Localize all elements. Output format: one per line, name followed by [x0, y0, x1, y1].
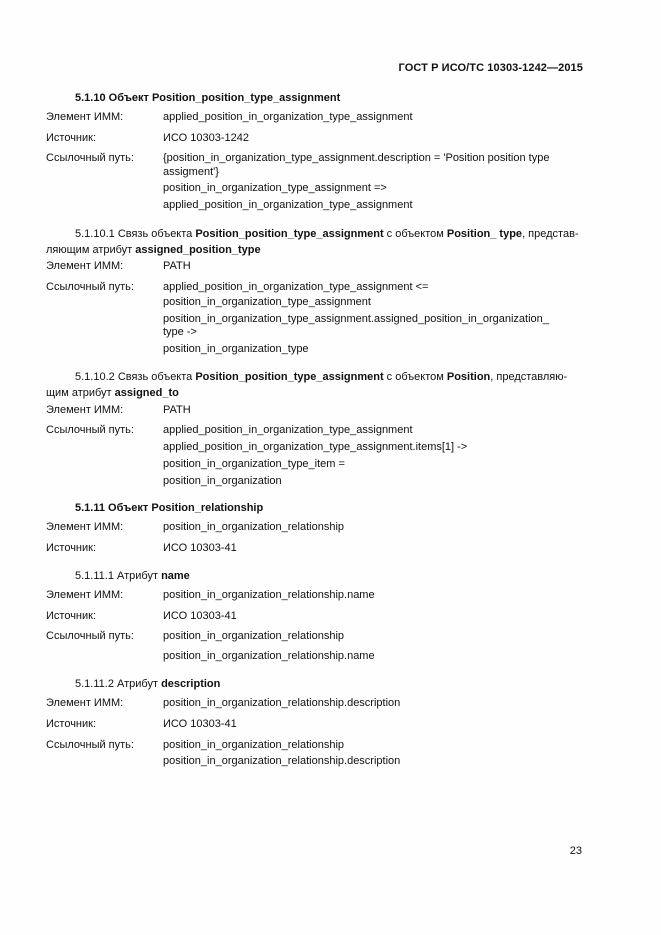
value-element: position_in_organization_relationship.name	[163, 589, 375, 601]
heading-pre: 5.1.11.1 Атрибут	[75, 570, 158, 582]
value-source: ИСО 10303-1242	[163, 132, 249, 144]
para-post: , представляю-	[490, 371, 568, 383]
para-line2: ляющим атрибут	[46, 244, 133, 256]
path-line: type ->	[163, 326, 197, 338]
path-line: position_in_organization_relationship	[163, 739, 345, 751]
path-line: position_in_organization_relationship	[163, 630, 345, 642]
label-element: Элемент ИММ:	[46, 589, 124, 601]
para-pre: 5.1.10.2 Связь объекта	[75, 371, 193, 383]
value-element: position_in_organization_relationship	[163, 521, 345, 533]
path-line: applied_position_in_organization_type_assignment	[163, 424, 413, 436]
heading-attribute: name	[161, 570, 190, 582]
para-attribute: assigned_to	[114, 387, 179, 399]
label-source: Источник:	[46, 132, 97, 144]
path-line: position_in_organization_type_assignment	[163, 296, 371, 308]
heading-word: Объект	[108, 502, 149, 514]
label-element: Элемент ИММ:	[46, 697, 124, 709]
value-element: PATH	[163, 260, 191, 272]
para-object: Position_position_type_assignment	[195, 228, 384, 240]
para-post: , представ-	[522, 228, 579, 240]
heading-5-1-11-2	[75, 678, 220, 690]
label-element: Элемент ИММ:	[46, 111, 124, 123]
path-line: applied_position_in_organization_type_assignment <=	[163, 281, 429, 293]
heading-number: 5.1.11	[75, 502, 105, 514]
heading-5-1-11	[75, 502, 263, 514]
label-reference-path: Ссылочный путь:	[46, 630, 134, 642]
value-element: applied_position_in_organization_type_assignment	[163, 111, 413, 123]
heading-5-1-10	[75, 92, 340, 104]
label-element: Элемент ИММ:	[46, 404, 124, 416]
heading-5-1-11-1	[75, 570, 190, 582]
path-line: applied_position_in_organization_type_assignment.items[1] ->	[163, 441, 468, 453]
path-line: position_in_organization_relationship.name	[163, 650, 375, 662]
heading-attribute: description	[161, 678, 221, 690]
label-reference-path: Ссылочный путь:	[46, 152, 134, 164]
value-source: ИСО 10303-41	[163, 610, 237, 622]
para-line2: щим атрибут	[46, 387, 112, 399]
page-number: 23	[569, 845, 582, 857]
label-source: Источник:	[46, 610, 97, 622]
path-line: assigment'}	[163, 166, 219, 178]
para-target: Position_ type	[446, 228, 523, 240]
para-mid: с объектом	[386, 228, 444, 240]
path-line: {position_in_organization_type_assignment.description = 'Position position type	[163, 152, 550, 164]
heading-entity: Position_relationship	[151, 502, 264, 514]
label-reference-path: Ссылочный путь:	[46, 281, 134, 293]
path-line: position_in_organization_type_assignment =>	[163, 182, 387, 194]
paragraph-5-1-10-1	[46, 226, 583, 258]
path-line: position_in_organization_type_assignment.assigned_position_in_organization_	[163, 313, 549, 325]
label-element: Элемент ИММ:	[46, 521, 124, 533]
label-element: Элемент ИММ:	[46, 260, 124, 272]
value-source: ИСО 10303-41	[163, 542, 237, 554]
para-target: Position	[446, 371, 491, 383]
path-line: position_in_organization_relationship.description	[163, 755, 401, 767]
label-source: Источник:	[46, 542, 97, 554]
path-line: position_in_organization_type	[163, 343, 309, 355]
value-element: position_in_organization_relationship.description	[163, 697, 401, 709]
para-object: Position_position_type_assignment	[195, 371, 384, 383]
label-source: Источник:	[46, 718, 97, 730]
heading-word: Объект	[108, 92, 149, 104]
document-header: ГОСТ Р ИСО/ТС 10303-1242—2015	[398, 62, 583, 74]
label-reference-path: Ссылочный путь:	[46, 739, 134, 751]
heading-entity: Position_position_type_assignment	[151, 92, 341, 104]
path-line: position_in_organization	[163, 475, 282, 487]
heading-pre: 5.1.11.2 Атрибут	[75, 678, 158, 690]
path-line: applied_position_in_organization_type_assignment	[163, 199, 413, 211]
value-element: PATH	[163, 404, 191, 416]
para-attribute: assigned_position_type	[135, 244, 261, 256]
heading-number: 5.1.10	[75, 92, 106, 104]
para-mid: с объектом	[386, 371, 444, 383]
para-pre: 5.1.10.1 Связь объекта	[75, 228, 193, 240]
path-line: position_in_organization_type_item =	[163, 458, 345, 470]
paragraph-5-1-10-2	[46, 369, 583, 401]
value-source: ИСО 10303-41	[163, 718, 237, 730]
label-reference-path: Ссылочный путь:	[46, 424, 134, 436]
